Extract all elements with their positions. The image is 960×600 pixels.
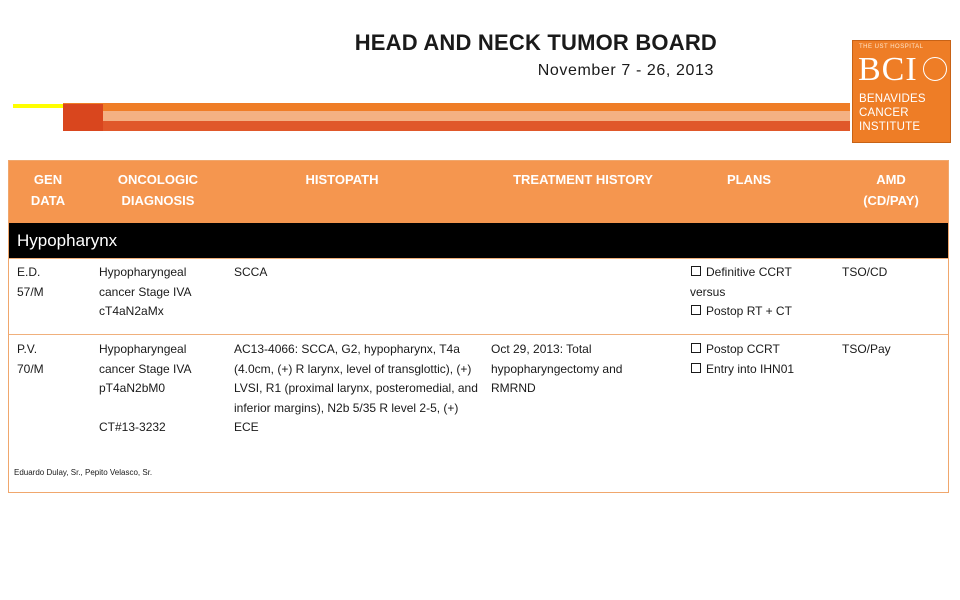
plan-item-label: Postop RT + CT [706, 304, 792, 318]
decorative-red-bar [63, 104, 103, 131]
tumor-board-table [8, 160, 949, 493]
checkbox-icon [691, 305, 701, 315]
logo-line-2: CANCER [859, 107, 909, 119]
logo-line-1: BENAVIDES [859, 93, 926, 105]
logo-seal-icon [923, 57, 947, 81]
decorative-light-orange-bar [63, 111, 850, 121]
plan-item-label: Postop CCRT [706, 342, 780, 356]
table-row [9, 334, 948, 463]
plan-item [690, 360, 830, 380]
cell-plans [690, 263, 820, 322]
col-header-gen-data: GEN DATA [30, 172, 66, 208]
checkbox-icon [691, 363, 701, 373]
page-subtitle: November 7 - 26, 2013 [537, 62, 714, 79]
plan-item-label: Entry into IHN01 [706, 361, 795, 376]
cell-gen-data: P.V. 70/M [17, 342, 44, 376]
col-header-plans: PLANS [726, 172, 772, 187]
cell-amd: TSO/Pay [842, 342, 891, 356]
col-header-amd: AMD (CD/PAY) [863, 172, 919, 208]
cell-histopath: AC13-4066: SCCA, G2, hypopharynx, T4a (4.0cm, (+) R larynx, level of transglottic), (+) LVSI, R1 (proximal larynx, posteromedial, and inferior margins), N2b 5/35 R level 2-5, (+) ECE [234, 342, 478, 434]
checkbox-icon [691, 343, 701, 353]
cell-histopath: SCCA [234, 265, 268, 279]
logo-line-3: INSTITUTE [859, 121, 921, 133]
bci-logo [852, 40, 951, 143]
decorative-orange-bar [63, 103, 850, 111]
cell-amd: TSO/CD [842, 265, 888, 279]
cell-diagnosis: Hypopharyngeal cancer Stage IVA pT4aN2bM0 CT#13-3232 [99, 342, 191, 434]
table-footnote: Eduardo Dulay, Sr., Pepito Velasco, Sr. [14, 468, 153, 477]
checkbox-icon [691, 266, 701, 276]
logo-initials: BCI [858, 51, 918, 88]
plan-item-label: Definitive CCRT versus [690, 265, 792, 299]
decorative-red-bar-lower [103, 121, 850, 131]
plan-item [690, 302, 820, 322]
col-header-treatment-history: TREATMENT HISTORY [513, 172, 653, 187]
decorative-yellow-bar [13, 104, 63, 108]
col-header-oncologic-diagnosis: ONCOLOGIC DIAGNOSIS [117, 172, 199, 208]
table-row [9, 258, 948, 335]
section-label: Hypopharynx [9, 223, 948, 258]
plan-item [690, 263, 820, 302]
plan-item [690, 340, 830, 360]
cell-treatment: Oct 29, 2013: Total hypopharyngectomy and RMRND [491, 342, 623, 395]
logo-hospital-text: THE UST HOSPITAL [859, 44, 924, 50]
table-header [9, 161, 948, 223]
cell-diagnosis: Hypopharyngeal cancer Stage IVA cT4aN2aMx [99, 265, 191, 318]
col-header-histopath: HISTOPATH [305, 172, 379, 187]
cell-gen-data: E.D. 57/M [17, 265, 44, 299]
page-title: HEAD AND NECK TUMOR BOARD [354, 30, 717, 55]
cell-plans [690, 340, 830, 379]
